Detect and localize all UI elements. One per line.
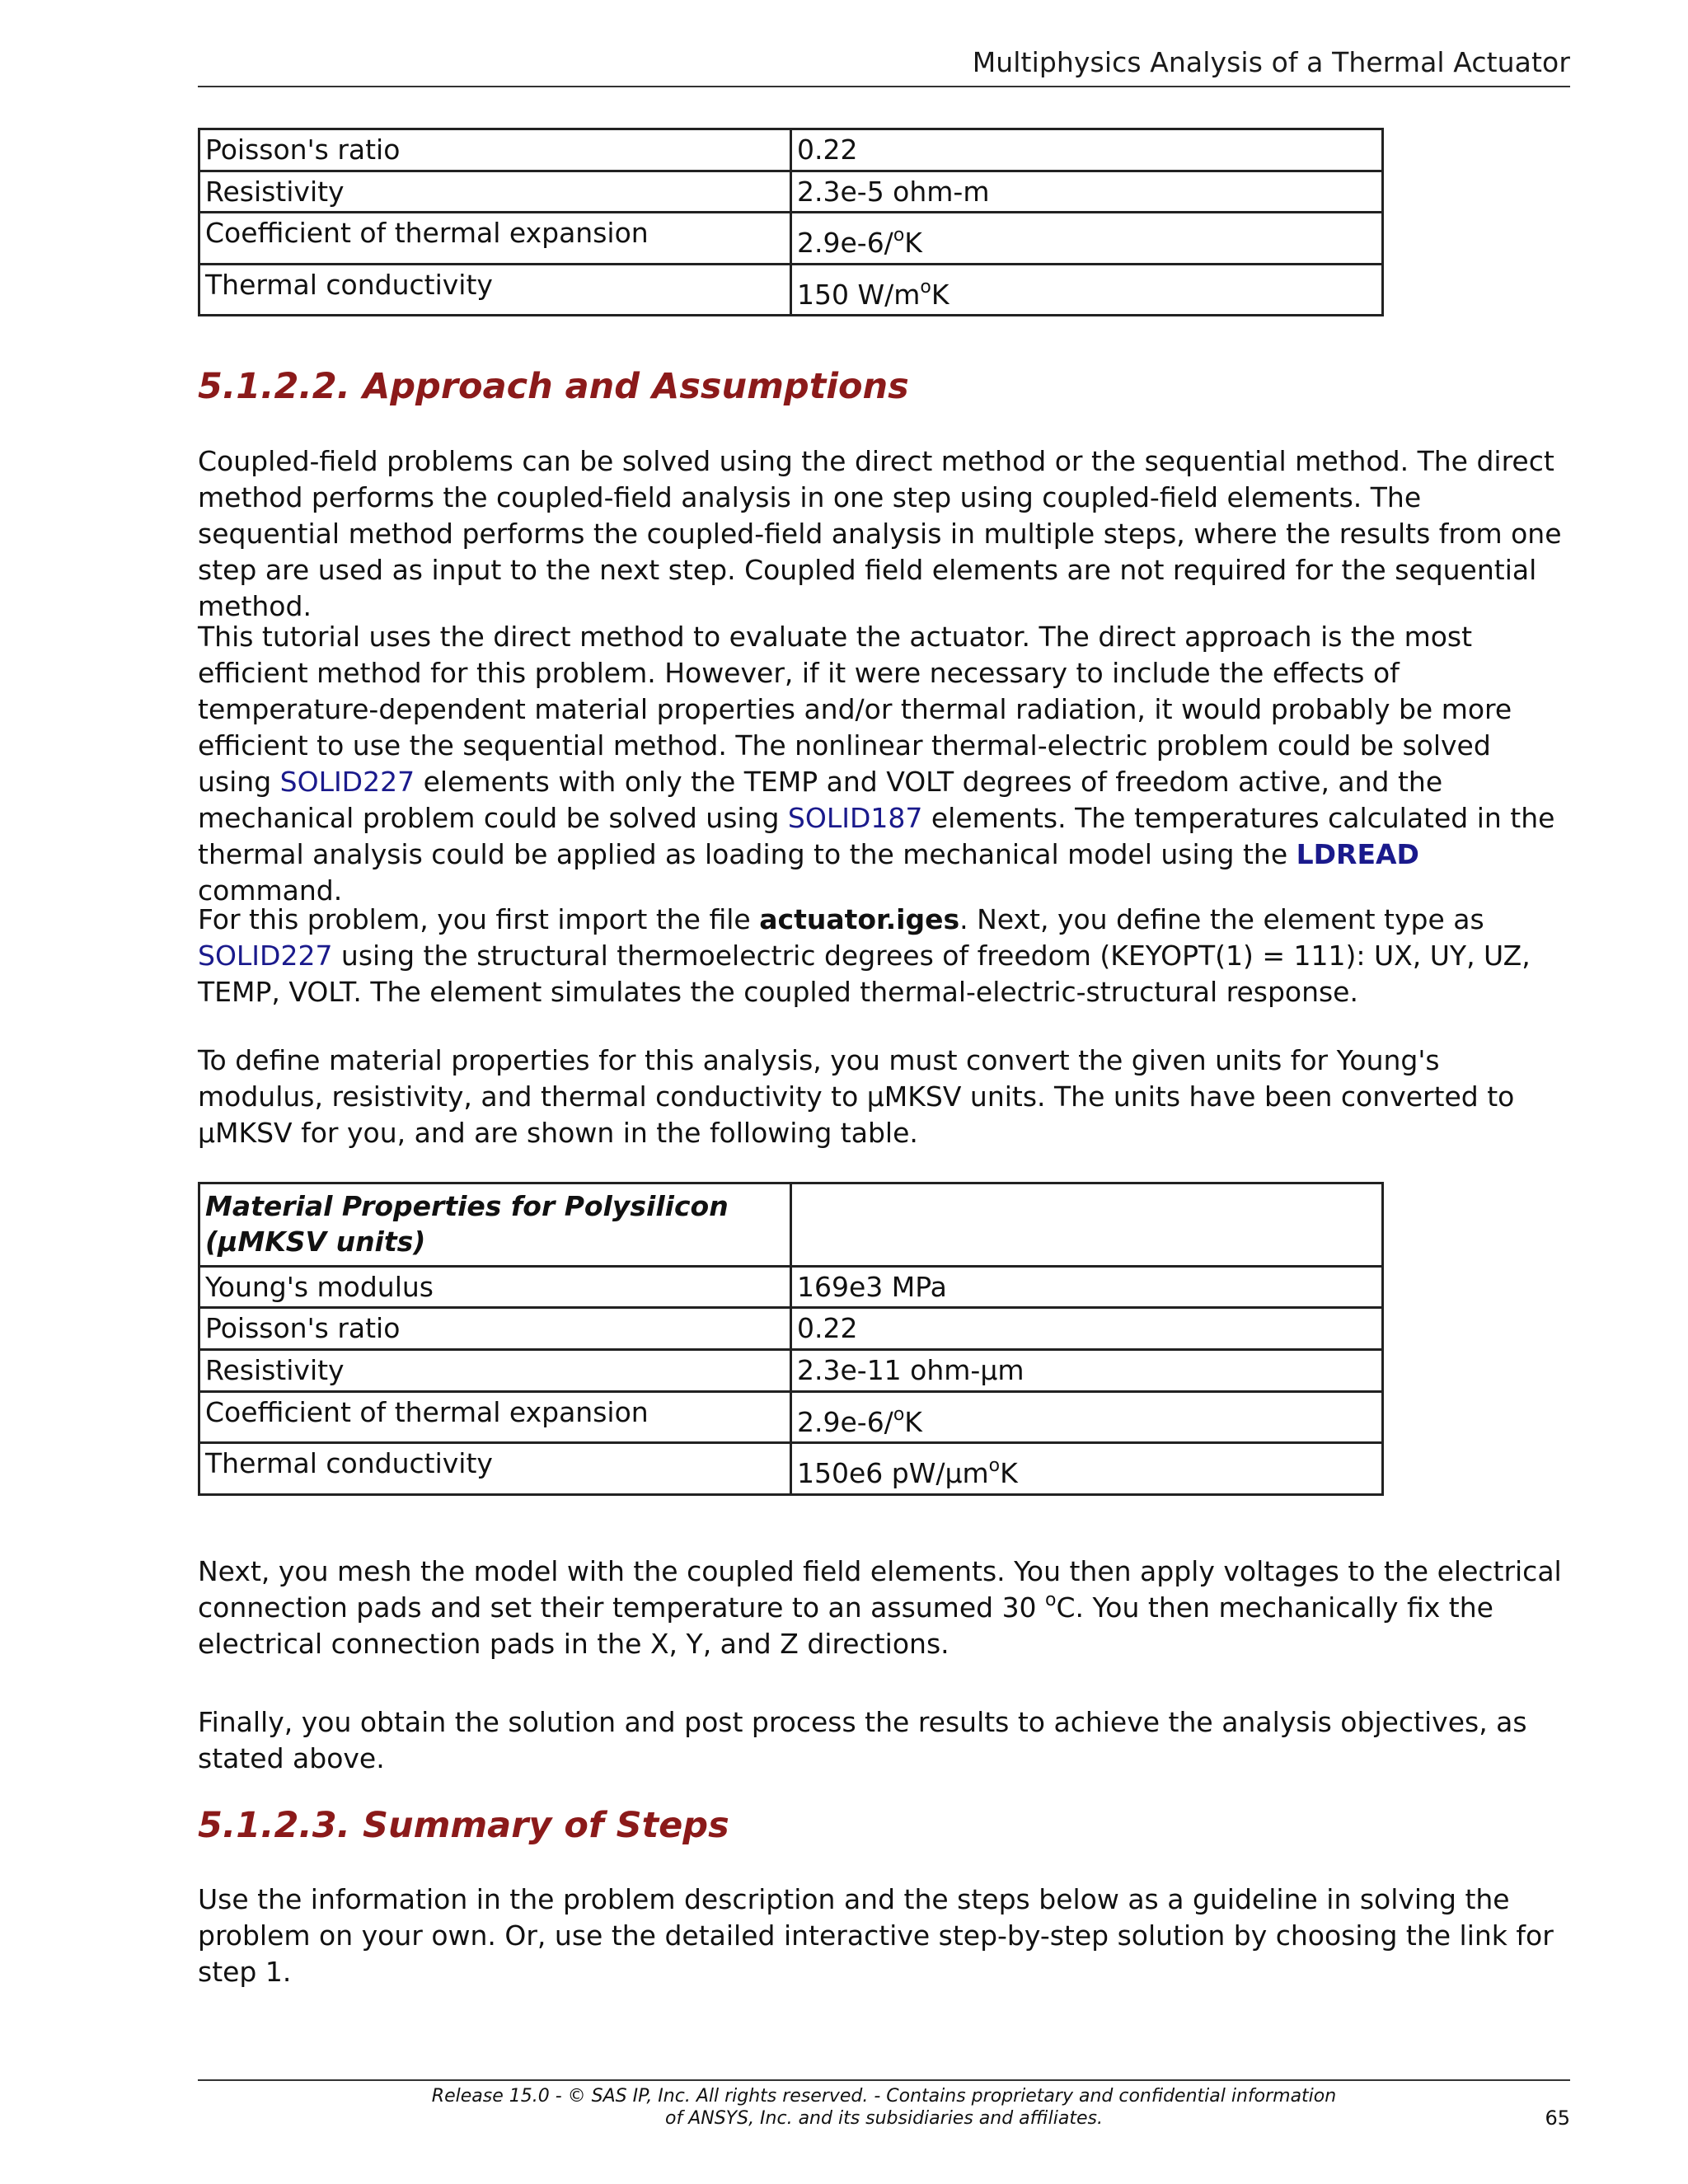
property-value: 0.22	[791, 1308, 1383, 1350]
properties-table	[198, 128, 1384, 316]
property-name: Young's modulus	[199, 1266, 791, 1308]
property-name: Thermal conductivity	[199, 264, 791, 316]
table-header-empty	[791, 1183, 1383, 1267]
property-name: Coefficient of thermal expansion	[199, 1391, 791, 1443]
table-row	[199, 1443, 1383, 1495]
paragraph: For this problem, you first import the file actuator.iges. Next, you define the element type as SOLID227 using the structural thermoelectric degrees of freedom (KEYOPT(1) = 111): UX, UY, UZ, TEMP, VOLT. The element simulates the coupled thermal-electric-structural response.	[198, 903, 1531, 1008]
table-row	[199, 1349, 1383, 1391]
property-value: 169e3 MPa	[791, 1266, 1383, 1308]
property-value: 0.22	[791, 129, 1383, 171]
footer-copyright: Release 15.0 - © SAS IP, Inc. All rights reserved. - Contains proprietary and confidential information of ANSYS, Inc. and its subsidiaries and affiliates.	[431, 2086, 1337, 2129]
footer-divider	[198, 2079, 1570, 2081]
paragraph: Use the information in the problem description and the steps below as a guideline in solving the problem on your own. Or, use the detailed interactive step-by-step solution by choosing the link for step 1.	[198, 1883, 1554, 1988]
table-row	[199, 1266, 1383, 1308]
property-name: Thermal conductivity	[199, 1443, 791, 1495]
table-row	[199, 213, 1383, 265]
paragraph: This tutorial uses the direct method to evaluate the actuator. The direct approach is the most efficient method for this problem. However, if it were necessary to include the effects of temperature-dependent material properties and/or thermal radiation, it would probably be more efficient to use the sequential method. The nonlinear thermal-electric problem could be solved using SOLID227 elements with only the TEMP and VOLT degrees of freedom active, and the mechanical problem could be solved using SOLID187 elements. The temperatures calculated in the thermal analysis could be applied as loading to the mechanical model using the LDREAD command.	[198, 621, 1555, 907]
section-heading-summary: 5.1.2.3. Summary of Steps	[198, 1805, 729, 1846]
property-name: Coefficient of thermal expansion	[199, 213, 791, 265]
property-value: 150 $W/m^oK$	[791, 264, 1383, 316]
property-value: 2.9e-6/$^o$K	[791, 213, 1383, 265]
running-header: Multiphysics Analysis of a Thermal Actuator	[972, 46, 1570, 78]
paragraph: Finally, you obtain the solution and post process the results to achieve the analysis objectives, as stated above.	[198, 1706, 1527, 1774]
ldread-command-link[interactable]: LDREAD	[1296, 838, 1419, 870]
solid227-link[interactable]: SOLID227	[198, 940, 333, 972]
table-header-row	[199, 1183, 1383, 1267]
header-divider	[198, 86, 1570, 87]
property-name: Poisson's ratio	[199, 129, 791, 171]
solid187-link[interactable]: SOLID187	[787, 802, 923, 834]
table-row	[199, 264, 1383, 316]
table-row	[199, 171, 1383, 213]
paragraph: To define material properties for this analysis, you must convert the given units for Young's modulus, resistivity, and thermal conductivity to μMKSV units. The units have been converted to μMKSV for you, and are shown in the following table.	[198, 1044, 1515, 1149]
paragraph: Coupled-field problems can be solved using the direct method or the sequential method. The direct method performs the coupled-field analysis in one step using coupled-field elements. The sequential method performs the coupled-field analysis in multiple steps, where the results from one step are used as input to the next step. Coupled field elements are not required for the sequential method.	[198, 445, 1562, 622]
property-value: 2.3e-11 ohm-μm	[791, 1349, 1383, 1391]
paragraph: Next, you mesh the model with the coupled field elements. You then apply voltages to the electrical connection pads and set their temperature to an assumed 30 $^o$C. You then mechanically fix the electrical connection pads in the X, Y, and Z directions.	[198, 1555, 1562, 1660]
page-number: 65	[1545, 2107, 1570, 2130]
material-properties-table	[198, 1182, 1384, 1496]
property-name: Poisson's ratio	[199, 1308, 791, 1350]
table-row	[199, 1308, 1383, 1350]
property-value: 150e6 $pW/\mu m^oK$	[791, 1443, 1383, 1495]
solid227-link[interactable]: SOLID227	[279, 766, 415, 798]
property-name: Resistivity	[199, 171, 791, 213]
file-name: actuator.iges	[759, 903, 960, 935]
property-name: Resistivity	[199, 1349, 791, 1391]
table-row	[199, 129, 1383, 171]
section-heading-approach: 5.1.2.2. Approach and Assumptions	[198, 366, 909, 407]
table-header: Material Properties for Polysilicon (μMKSV units)	[199, 1183, 791, 1267]
table-row	[199, 1391, 1383, 1443]
property-value: 2.3e-5 ohm-m	[791, 171, 1383, 213]
property-value: 2.9e-6/$^o$K	[791, 1391, 1383, 1443]
